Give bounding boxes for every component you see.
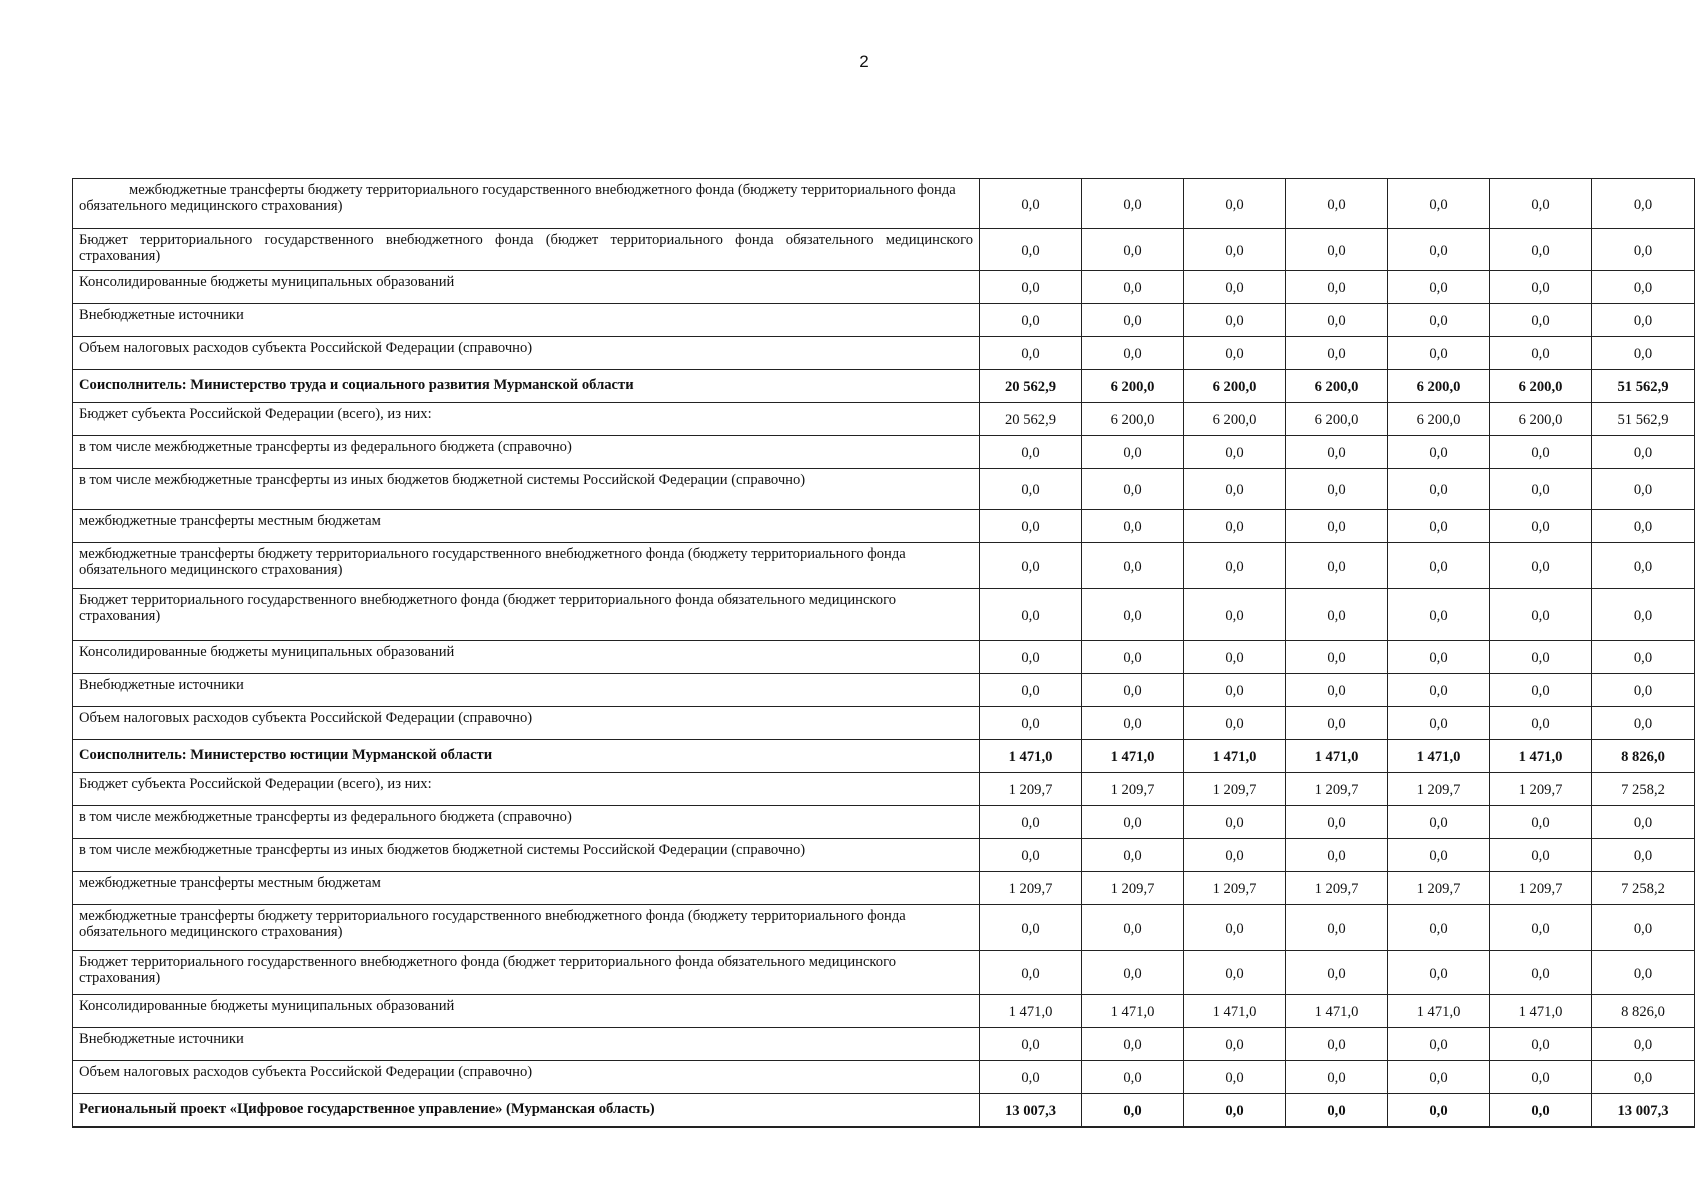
value-cell: 0,0 bbox=[1592, 674, 1695, 707]
row-label: межбюджетные трансферты бюджету территориального государственного внебюджетного фонда (бюджету территориального фонда обязательного медицинского страхования) bbox=[73, 543, 980, 589]
value-cell: 0,0 bbox=[1184, 179, 1286, 229]
value-cell: 0,0 bbox=[1082, 436, 1184, 469]
row-label: Внебюджетные источники bbox=[73, 304, 980, 337]
value-cell: 0,0 bbox=[1490, 806, 1592, 839]
value-cell: 0,0 bbox=[1388, 951, 1490, 995]
value-cell: 0,0 bbox=[1082, 1061, 1184, 1094]
value-cell: 0,0 bbox=[1082, 839, 1184, 872]
table-row bbox=[73, 229, 1695, 271]
value-cell: 1 209,7 bbox=[1082, 872, 1184, 905]
value-cell: 0,0 bbox=[1592, 641, 1695, 674]
value-cell: 0,0 bbox=[1184, 641, 1286, 674]
value-cell: 0,0 bbox=[1184, 337, 1286, 370]
row-label: в том числе межбюджетные трансферты из иных бюджетов бюджетной системы Российской Федерации (справочно) bbox=[73, 469, 980, 510]
value-cell: 0,0 bbox=[1286, 589, 1388, 641]
row-label: Бюджет субъекта Российской Федерации (всего), из них: bbox=[73, 773, 980, 806]
value-cell: 0,0 bbox=[1286, 510, 1388, 543]
value-cell: 0,0 bbox=[1490, 839, 1592, 872]
value-cell: 0,0 bbox=[1082, 589, 1184, 641]
table-row bbox=[73, 951, 1695, 995]
value-cell: 1 471,0 bbox=[1184, 740, 1286, 773]
table-row bbox=[73, 872, 1695, 905]
value-cell: 0,0 bbox=[1286, 229, 1388, 271]
row-label: Внебюджетные источники bbox=[73, 1028, 980, 1061]
value-cell: 0,0 bbox=[1388, 905, 1490, 951]
value-cell: 0,0 bbox=[1184, 1028, 1286, 1061]
value-cell: 0,0 bbox=[1388, 1061, 1490, 1094]
value-cell: 0,0 bbox=[1388, 839, 1490, 872]
value-cell: 0,0 bbox=[1592, 839, 1695, 872]
value-cell: 6 200,0 bbox=[1490, 370, 1592, 403]
value-cell: 1 471,0 bbox=[1286, 995, 1388, 1028]
value-cell: 8 826,0 bbox=[1592, 995, 1695, 1028]
value-cell: 1 471,0 bbox=[1490, 740, 1592, 773]
value-cell: 0,0 bbox=[1592, 589, 1695, 641]
value-cell: 20 562,9 bbox=[980, 370, 1082, 403]
table-row bbox=[73, 543, 1695, 589]
value-cell: 0,0 bbox=[1184, 469, 1286, 510]
table-row bbox=[73, 304, 1695, 337]
row-label: Бюджет территориального государственного внебюджетного фонда (бюджет территориального фонда обязательного медицинского страхования) bbox=[73, 951, 980, 995]
value-cell: 6 200,0 bbox=[1184, 370, 1286, 403]
value-cell: 0,0 bbox=[1082, 179, 1184, 229]
value-cell: 0,0 bbox=[1286, 271, 1388, 304]
value-cell: 0,0 bbox=[1286, 436, 1388, 469]
table-row bbox=[73, 469, 1695, 510]
value-cell: 0,0 bbox=[1082, 337, 1184, 370]
value-cell: 0,0 bbox=[980, 179, 1082, 229]
row-label: Консолидированные бюджеты муниципальных образований bbox=[73, 641, 980, 674]
value-cell: 0,0 bbox=[1184, 304, 1286, 337]
row-label: Объем налоговых расходов субъекта Российской Федерации (справочно) bbox=[73, 707, 980, 740]
table-row bbox=[73, 707, 1695, 740]
value-cell: 0,0 bbox=[980, 905, 1082, 951]
value-cell: 0,0 bbox=[1490, 707, 1592, 740]
value-cell: 0,0 bbox=[980, 839, 1082, 872]
value-cell: 1 209,7 bbox=[1286, 872, 1388, 905]
value-cell: 7 258,2 bbox=[1592, 773, 1695, 806]
value-cell: 0,0 bbox=[1388, 806, 1490, 839]
value-cell: 1 471,0 bbox=[1388, 995, 1490, 1028]
value-cell: 51 562,9 bbox=[1592, 403, 1695, 436]
value-cell: 6 200,0 bbox=[1184, 403, 1286, 436]
table-row-project-total bbox=[73, 1094, 1695, 1127]
value-cell: 0,0 bbox=[1082, 951, 1184, 995]
value-cell: 0,0 bbox=[1490, 337, 1592, 370]
value-cell: 0,0 bbox=[1082, 304, 1184, 337]
value-cell: 0,0 bbox=[1592, 179, 1695, 229]
value-cell: 1 209,7 bbox=[1184, 773, 1286, 806]
value-cell: 1 209,7 bbox=[980, 872, 1082, 905]
value-cell: 0,0 bbox=[1388, 1028, 1490, 1061]
value-cell: 0,0 bbox=[1490, 304, 1592, 337]
value-cell: 1 471,0 bbox=[1184, 995, 1286, 1028]
value-cell: 6 200,0 bbox=[1490, 403, 1592, 436]
value-cell: 0,0 bbox=[1184, 951, 1286, 995]
value-cell: 0,0 bbox=[1388, 337, 1490, 370]
value-cell: 0,0 bbox=[1592, 229, 1695, 271]
value-cell: 0,0 bbox=[1286, 337, 1388, 370]
value-cell: 0,0 bbox=[1490, 229, 1592, 271]
value-cell: 0,0 bbox=[1490, 674, 1592, 707]
value-cell: 1 471,0 bbox=[1082, 995, 1184, 1028]
value-cell: 13 007,3 bbox=[980, 1094, 1082, 1127]
value-cell: 0,0 bbox=[1286, 905, 1388, 951]
row-label: Внебюджетные источники bbox=[73, 674, 980, 707]
value-cell: 0,0 bbox=[1286, 806, 1388, 839]
value-cell: 0,0 bbox=[1082, 229, 1184, 271]
value-cell: 20 562,9 bbox=[980, 403, 1082, 436]
value-cell: 0,0 bbox=[1082, 543, 1184, 589]
value-cell: 0,0 bbox=[1592, 337, 1695, 370]
table-row bbox=[73, 337, 1695, 370]
section-header-label: Соисполнитель: Министерство труда и социального развития Мурманской области bbox=[73, 370, 980, 403]
value-cell: 0,0 bbox=[1592, 806, 1695, 839]
value-cell: 0,0 bbox=[1082, 271, 1184, 304]
value-cell: 0,0 bbox=[980, 1028, 1082, 1061]
value-cell: 0,0 bbox=[1082, 674, 1184, 707]
value-cell: 1 471,0 bbox=[1082, 740, 1184, 773]
value-cell: 1 209,7 bbox=[1082, 773, 1184, 806]
value-cell: 6 200,0 bbox=[1388, 370, 1490, 403]
value-cell: 0,0 bbox=[1490, 436, 1592, 469]
value-cell: 1 471,0 bbox=[1286, 740, 1388, 773]
value-cell: 0,0 bbox=[980, 589, 1082, 641]
value-cell: 0,0 bbox=[980, 674, 1082, 707]
value-cell: 0,0 bbox=[1388, 707, 1490, 740]
budget-table bbox=[72, 178, 1695, 1128]
value-cell: 0,0 bbox=[1286, 951, 1388, 995]
page-number: 2 bbox=[859, 52, 869, 71]
row-label: в том числе межбюджетные трансферты из федерального бюджета (справочно) bbox=[73, 436, 980, 469]
value-cell: 0,0 bbox=[1490, 641, 1592, 674]
row-label: межбюджетные трансферты местным бюджетам bbox=[73, 872, 980, 905]
value-cell: 1 471,0 bbox=[980, 740, 1082, 773]
value-cell: 0,0 bbox=[1490, 510, 1592, 543]
value-cell: 6 200,0 bbox=[1286, 403, 1388, 436]
table-row bbox=[73, 510, 1695, 543]
value-cell: 0,0 bbox=[1184, 1094, 1286, 1127]
value-cell: 1 209,7 bbox=[1490, 872, 1592, 905]
value-cell: 0,0 bbox=[1184, 436, 1286, 469]
value-cell: 0,0 bbox=[1286, 1028, 1388, 1061]
value-cell: 0,0 bbox=[1082, 510, 1184, 543]
value-cell: 1 209,7 bbox=[980, 773, 1082, 806]
value-cell: 0,0 bbox=[1286, 543, 1388, 589]
value-cell: 0,0 bbox=[980, 337, 1082, 370]
value-cell: 0,0 bbox=[980, 707, 1082, 740]
value-cell: 0,0 bbox=[1490, 951, 1592, 995]
value-cell: 7 258,2 bbox=[1592, 872, 1695, 905]
value-cell: 6 200,0 bbox=[1286, 370, 1388, 403]
value-cell: 0,0 bbox=[1082, 641, 1184, 674]
value-cell: 0,0 bbox=[1592, 905, 1695, 951]
value-cell: 1 209,7 bbox=[1184, 872, 1286, 905]
row-label: межбюджетные трансферты бюджету территориального государственного внебюджетного фонда (бюджету территориального фонда обязательного медицинского страхования) bbox=[73, 179, 980, 229]
row-label: Объем налоговых расходов субъекта Российской Федерации (справочно) bbox=[73, 1061, 980, 1094]
row-label: Консолидированные бюджеты муниципальных образований bbox=[73, 995, 980, 1028]
value-cell: 0,0 bbox=[1490, 543, 1592, 589]
value-cell: 0,0 bbox=[1082, 1028, 1184, 1061]
value-cell: 0,0 bbox=[1184, 839, 1286, 872]
value-cell: 6 200,0 bbox=[1082, 403, 1184, 436]
value-cell: 0,0 bbox=[1184, 1061, 1286, 1094]
table-row bbox=[73, 1061, 1695, 1094]
value-cell: 0,0 bbox=[1184, 271, 1286, 304]
value-cell: 6 200,0 bbox=[1082, 370, 1184, 403]
value-cell: 0,0 bbox=[1184, 806, 1286, 839]
value-cell: 0,0 bbox=[1592, 469, 1695, 510]
value-cell: 0,0 bbox=[1184, 510, 1286, 543]
table-row bbox=[73, 995, 1695, 1028]
value-cell: 0,0 bbox=[980, 641, 1082, 674]
value-cell: 0,0 bbox=[1082, 905, 1184, 951]
value-cell: 0,0 bbox=[1490, 1094, 1592, 1127]
row-label: межбюджетные трансферты бюджету территориального государственного внебюджетного фонда (бюджету территориального фонда обязательного медицинского страхования) bbox=[73, 905, 980, 951]
table-row bbox=[73, 403, 1695, 436]
table-row bbox=[73, 773, 1695, 806]
value-cell: 0,0 bbox=[1388, 304, 1490, 337]
value-cell: 0,0 bbox=[1388, 674, 1490, 707]
table-row bbox=[73, 1028, 1695, 1061]
row-label: Бюджет территориального государственного внебюджетного фонда (бюджет территориального фонда обязательного медицинского страхования) bbox=[73, 589, 980, 641]
value-cell: 0,0 bbox=[980, 1061, 1082, 1094]
value-cell: 0,0 bbox=[1490, 1028, 1592, 1061]
table-row bbox=[73, 589, 1695, 641]
project-total-label: Региональный проект «Цифровое государственное управление» (Мурманская область) bbox=[73, 1094, 980, 1127]
value-cell: 0,0 bbox=[1592, 1061, 1695, 1094]
value-cell: 0,0 bbox=[1082, 1094, 1184, 1127]
value-cell: 0,0 bbox=[1388, 589, 1490, 641]
value-cell: 0,0 bbox=[1592, 271, 1695, 304]
value-cell: 0,0 bbox=[980, 229, 1082, 271]
value-cell: 6 200,0 bbox=[1388, 403, 1490, 436]
value-cell: 0,0 bbox=[1490, 179, 1592, 229]
value-cell: 0,0 bbox=[1286, 1061, 1388, 1094]
value-cell: 0,0 bbox=[1082, 707, 1184, 740]
value-cell: 0,0 bbox=[1592, 543, 1695, 589]
value-cell: 0,0 bbox=[1388, 229, 1490, 271]
value-cell: 0,0 bbox=[1388, 510, 1490, 543]
value-cell: 0,0 bbox=[1592, 304, 1695, 337]
row-label: Бюджет территориального государственного внебюджетного фонда (бюджет территориального фонда обязательного медицинского страхования) bbox=[73, 229, 980, 271]
value-cell: 0,0 bbox=[1184, 589, 1286, 641]
value-cell: 0,0 bbox=[1184, 674, 1286, 707]
table-row bbox=[73, 436, 1695, 469]
table-row bbox=[73, 674, 1695, 707]
value-cell: 1 471,0 bbox=[1490, 995, 1592, 1028]
value-cell: 0,0 bbox=[1490, 589, 1592, 641]
value-cell: 0,0 bbox=[1184, 229, 1286, 271]
value-cell: 0,0 bbox=[1592, 951, 1695, 995]
value-cell: 0,0 bbox=[1286, 707, 1388, 740]
value-cell: 0,0 bbox=[1184, 707, 1286, 740]
value-cell: 0,0 bbox=[980, 304, 1082, 337]
value-cell: 13 007,3 bbox=[1592, 1094, 1695, 1127]
value-cell: 1 471,0 bbox=[1388, 740, 1490, 773]
table-row bbox=[73, 839, 1695, 872]
value-cell: 1 209,7 bbox=[1388, 872, 1490, 905]
value-cell: 0,0 bbox=[1490, 271, 1592, 304]
value-cell: 0,0 bbox=[1184, 905, 1286, 951]
value-cell: 0,0 bbox=[980, 510, 1082, 543]
value-cell: 0,0 bbox=[1286, 641, 1388, 674]
value-cell: 0,0 bbox=[980, 469, 1082, 510]
row-label: в том числе межбюджетные трансферты из федерального бюджета (справочно) bbox=[73, 806, 980, 839]
value-cell: 0,0 bbox=[1490, 1061, 1592, 1094]
value-cell: 0,0 bbox=[980, 951, 1082, 995]
table-row-section-header bbox=[73, 740, 1695, 773]
value-cell: 0,0 bbox=[1286, 304, 1388, 337]
value-cell: 0,0 bbox=[1388, 271, 1490, 304]
row-label: Бюджет субъекта Российской Федерации (всего), из них: bbox=[73, 403, 980, 436]
value-cell: 0,0 bbox=[1082, 469, 1184, 510]
value-cell: 0,0 bbox=[1286, 469, 1388, 510]
value-cell: 0,0 bbox=[1388, 543, 1490, 589]
row-label: Консолидированные бюджеты муниципальных образований bbox=[73, 271, 980, 304]
value-cell: 0,0 bbox=[1388, 179, 1490, 229]
value-cell: 1 209,7 bbox=[1286, 773, 1388, 806]
value-cell: 0,0 bbox=[1388, 641, 1490, 674]
table-row bbox=[73, 179, 1695, 229]
table-row bbox=[73, 905, 1695, 951]
value-cell: 0,0 bbox=[1592, 1028, 1695, 1061]
value-cell: 0,0 bbox=[1082, 806, 1184, 839]
table-row bbox=[73, 806, 1695, 839]
row-label: в том числе межбюджетные трансферты из иных бюджетов бюджетной системы Российской Федерации (справочно) bbox=[73, 839, 980, 872]
table-row-section-header bbox=[73, 370, 1695, 403]
value-cell: 0,0 bbox=[1388, 1094, 1490, 1127]
value-cell: 0,0 bbox=[980, 543, 1082, 589]
value-cell: 1 209,7 bbox=[1388, 773, 1490, 806]
value-cell: 0,0 bbox=[980, 806, 1082, 839]
value-cell: 0,0 bbox=[1286, 674, 1388, 707]
value-cell: 8 826,0 bbox=[1592, 740, 1695, 773]
value-cell: 0,0 bbox=[1286, 179, 1388, 229]
table-row bbox=[73, 271, 1695, 304]
section-header-label: Соисполнитель: Министерство юстиции Мурманской области bbox=[73, 740, 980, 773]
value-cell: 0,0 bbox=[980, 271, 1082, 304]
table-row bbox=[73, 641, 1695, 674]
value-cell: 0,0 bbox=[980, 436, 1082, 469]
value-cell: 0,0 bbox=[1592, 707, 1695, 740]
value-cell: 0,0 bbox=[1490, 469, 1592, 510]
value-cell: 0,0 bbox=[1388, 469, 1490, 510]
value-cell: 1 209,7 bbox=[1490, 773, 1592, 806]
value-cell: 0,0 bbox=[1388, 436, 1490, 469]
value-cell: 0,0 bbox=[1592, 510, 1695, 543]
value-cell: 0,0 bbox=[1592, 436, 1695, 469]
row-label: межбюджетные трансферты местным бюджетам bbox=[73, 510, 980, 543]
value-cell: 0,0 bbox=[1286, 1094, 1388, 1127]
value-cell: 0,0 bbox=[1286, 839, 1388, 872]
value-cell: 51 562,9 bbox=[1592, 370, 1695, 403]
value-cell: 1 471,0 bbox=[980, 995, 1082, 1028]
row-label: Объем налоговых расходов субъекта Российской Федерации (справочно) bbox=[73, 337, 980, 370]
value-cell: 0,0 bbox=[1184, 543, 1286, 589]
value-cell: 0,0 bbox=[1490, 905, 1592, 951]
